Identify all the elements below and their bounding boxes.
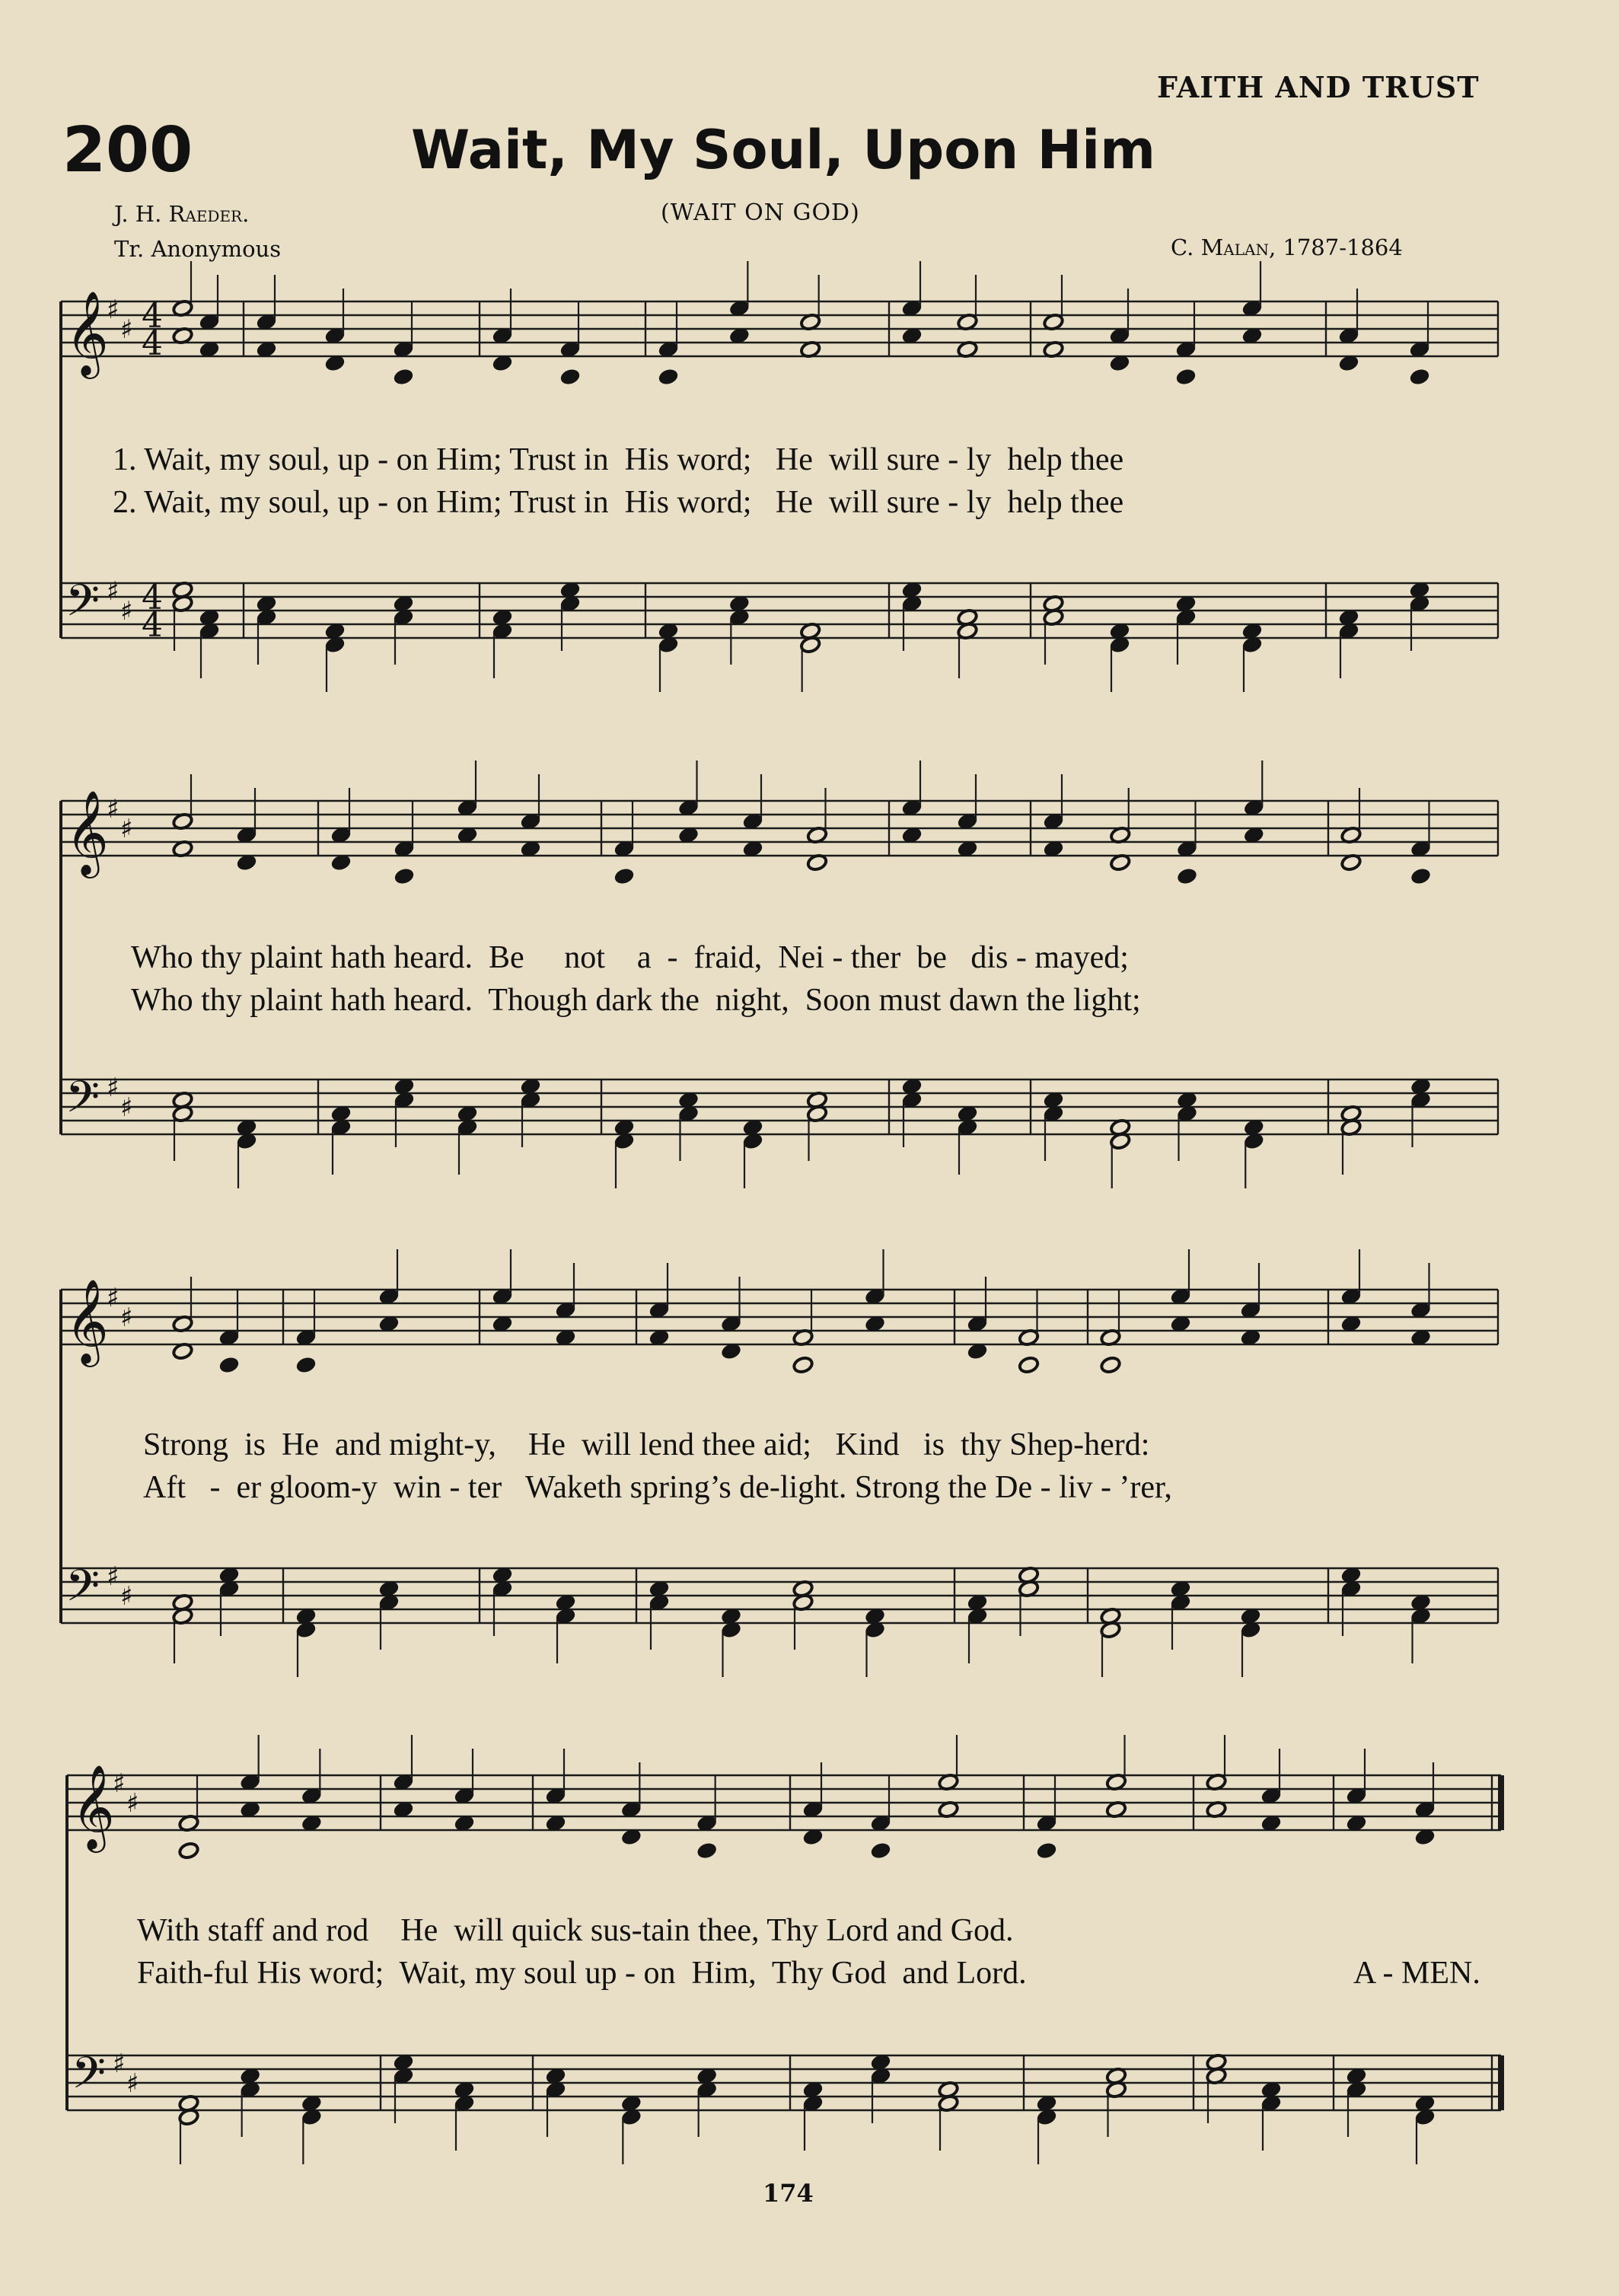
time-signature: 4 [142,324,163,363]
note-head [870,1842,891,1860]
time-signature: 4 [142,579,163,617]
note-head [1018,1356,1039,1374]
hymn-number: 200 [62,114,193,187]
note-head [1410,867,1431,885]
sharp-icon: ♯ [107,1561,120,1592]
lyric-verse2-line3: Aft - er gloom-y win - ter Waketh spring’s de-light. Strong the De - liv - ’rer, [143,1470,1172,1505]
treble-clef-icon: 𝄞 [72,1764,115,1849]
author-credit: J. H. Raeder. [114,201,250,227]
page-number: 174 [763,2179,814,2208]
note-head [658,368,679,386]
note-head [559,368,581,386]
note-head [1175,368,1197,386]
lyric-verse2-line1: 2. Wait, my soul, up - on Him; Trust in His word; He will sure - ly help thee [113,485,1124,520]
amen-label: A - MEN. [1353,1956,1480,1991]
sharp-icon: ♯ [120,814,133,844]
note-head [393,368,414,386]
note-head [1100,1356,1121,1374]
note-head [792,1356,814,1374]
bass-clef-icon: 𝄢 [65,1071,100,1134]
bass-clef-icon: 𝄢 [65,1560,100,1622]
lyric-verse1-line4: With staff and rod He will quick sus-tain thee, Thy Lord and God. [137,1913,1014,1948]
note-head [1176,867,1197,885]
lyric-verse2-line2: Who thy plaint hath heard. Though dark the night, Soon must dawn the light; [131,983,1141,1018]
note-head [295,1356,317,1374]
note-head [613,867,635,885]
treble-clef-icon: 𝄞 [65,1278,109,1363]
note-head [394,867,415,885]
treble-clef-icon: 𝄞 [65,290,109,375]
sharp-icon: ♯ [107,1073,120,1103]
sharp-icon: ♯ [107,576,120,607]
sharp-icon: ♯ [126,2068,139,2099]
sharp-icon: ♯ [120,1303,133,1333]
lyric-verse1-line1: 1. Wait, my soul, up - on Him; Trust in His word; He will sure - ly help thee [113,442,1124,477]
sharp-icon: ♯ [126,1788,139,1819]
note-head [178,1842,199,1860]
note-head [1409,368,1430,386]
sharp-icon: ♯ [120,596,133,627]
translator-credit: Tr. Anonymous [114,236,282,262]
sharp-icon: ♯ [120,1092,133,1123]
sharp-icon: ♯ [120,314,133,345]
lyric-verse2-line4: Faith-ful His word; Wait, my soul up - on Him, Thy God and Lord. [137,1956,1027,1991]
bass-clef-icon: 𝄢 [72,2047,107,2109]
sharp-icon: ♯ [113,2049,126,2079]
note-head [218,1356,240,1374]
sharp-icon: ♯ [107,794,120,824]
time-signature: 4 [142,606,163,645]
composer-credit: C. Malan, 1787-1864 [1171,234,1403,260]
lyric-verse1-line3: Strong is He and might-y, He will lend thee aid; Kind is thy Shep-herd: [143,1427,1150,1462]
sharp-icon: ♯ [107,1283,120,1313]
sharp-icon: ♯ [113,1768,126,1799]
treble-clef-icon: 𝄞 [65,789,109,875]
section-heading: FAITH AND TRUST [1157,70,1480,104]
hymn-title: Wait, My Soul, Upon Him [411,119,1156,181]
note-head [696,1842,717,1860]
tune-name: (WAIT ON GOD) [661,199,860,226]
sharp-icon: ♯ [120,1581,133,1612]
note-head [1036,1842,1057,1860]
lyric-verse1-line2: Who thy plaint hath heard. Be not a - fraid, Nei - ther be dis - mayed; [131,940,1129,975]
time-signature: 4 [142,297,163,336]
bass-clef-icon: 𝄢 [65,575,100,637]
sharp-icon: ♯ [107,295,120,325]
